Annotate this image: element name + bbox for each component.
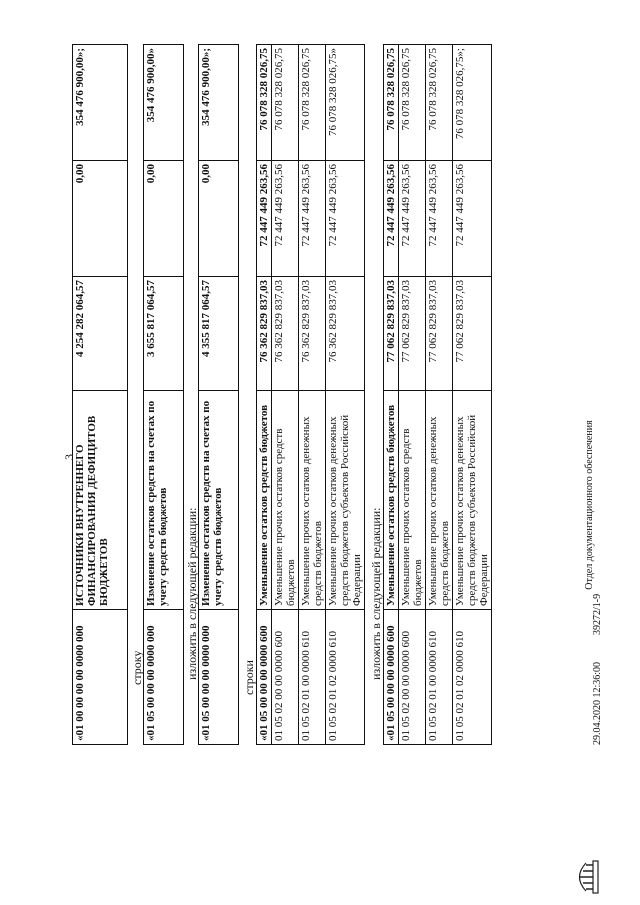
row-code: «01 00 00 00 00 0000 000 xyxy=(73,610,128,745)
table-row xyxy=(272,45,299,745)
row-name: Уменьшение прочих остатков денежных средств бюджетов субъектов Российской Федерации xyxy=(326,391,365,610)
row-code: 01 05 02 01 02 0000 610 xyxy=(453,610,492,745)
row-value-3: 354 476 900,00» xyxy=(144,45,184,161)
row-value-2: 72 447 449 263,56 xyxy=(272,161,299,277)
row-value-2: 72 447 449 263,56 xyxy=(299,161,326,277)
table-row xyxy=(257,45,272,745)
row-value-2: 72 447 449 263,56 xyxy=(384,161,399,277)
row-name: Уменьшение прочих остатков денежных средств бюджетов xyxy=(426,391,453,610)
row-value-3: 76 078 328 026,75 xyxy=(384,45,399,161)
label-izlozhit-2: изложить в следующей редакции: xyxy=(369,507,383,680)
row-code: 01 05 02 00 00 0000 600 xyxy=(272,610,299,745)
row-value-1: 77 062 829 837,03 xyxy=(426,277,453,391)
row-name: Изменение остатков средств на счетах по учету средств бюджетов xyxy=(144,391,184,610)
row-value-3: 76 078 328 026,75» xyxy=(326,45,365,161)
row-value-3: 76 078 328 026,75»; xyxy=(453,45,492,161)
table-row xyxy=(144,45,184,745)
row-value-1: 77 062 829 837,03 xyxy=(453,277,492,391)
row-value-3: 76 078 328 026,75 xyxy=(426,45,453,161)
table-row xyxy=(399,45,426,745)
row-code: 01 05 02 01 00 0000 610 xyxy=(426,610,453,745)
row-value-2: 72 447 449 263,56 xyxy=(399,161,426,277)
emblem-icon xyxy=(575,857,601,897)
table-sources-total xyxy=(72,44,128,745)
label-stroki: строки xyxy=(242,660,256,695)
row-code: 01 05 02 00 00 0000 600 xyxy=(399,610,426,745)
row-name: Уменьшение остатков средств бюджетов xyxy=(384,391,399,610)
page-number: 3 xyxy=(62,454,76,460)
table-row xyxy=(384,45,399,745)
row-value-2: 72 447 449 263,56 xyxy=(426,161,453,277)
table-row xyxy=(426,45,453,745)
row-value-2: 72 447 449 263,56 xyxy=(257,161,272,277)
row-value-2: 0,00 xyxy=(199,161,239,277)
row-value-3: 76 078 328 026,75 xyxy=(299,45,326,161)
row-name: Уменьшение прочих остатков денежных средств бюджетов xyxy=(299,391,326,610)
footer-timestamp: 29.04.2020 12:36:00 xyxy=(592,661,603,745)
row-name: Уменьшение остатков средств бюджетов xyxy=(257,391,272,610)
table-row xyxy=(326,45,365,745)
footer-department: Отдел документационного обеспечения xyxy=(584,420,595,590)
row-value-3: 354 476 900,00»; xyxy=(73,45,128,161)
row-value-2: 0,00 xyxy=(73,161,128,277)
table-row xyxy=(299,45,326,745)
label-stroku: строку xyxy=(130,650,144,685)
footer-doc-id: 39272/1-9 xyxy=(592,593,603,635)
row-code: «01 05 00 00 00 0000 600 xyxy=(257,610,272,745)
label-izlozhit-1: изложить в следующей редакции: xyxy=(185,507,199,680)
row-value-3: 76 078 328 026,75 xyxy=(257,45,272,161)
row-value-3: 76 078 328 026,75 xyxy=(399,45,426,161)
row-value-1: 77 062 829 837,03 xyxy=(399,277,426,391)
row-value-3: 76 078 328 026,75 xyxy=(272,45,299,161)
table-row xyxy=(199,45,239,745)
row-value-3: 354 476 900,00»; xyxy=(199,45,239,161)
table-new-rows xyxy=(383,44,492,745)
row-value-1: 76 362 829 837,03 xyxy=(257,277,272,391)
row-value-1: 4 254 282 064,57 xyxy=(73,277,128,391)
row-code: «01 05 00 00 00 0000 000 xyxy=(144,610,184,745)
row-code: «01 05 00 00 00 0000 000 xyxy=(199,610,239,745)
row-value-1: 76 362 829 837,03 xyxy=(272,277,299,391)
row-code: 01 05 02 01 02 0000 610 xyxy=(326,610,365,745)
row-value-2: 0,00 xyxy=(144,161,184,277)
row-value-1: 4 355 817 064,57 xyxy=(199,277,239,391)
table-row xyxy=(73,45,128,745)
row-name: Уменьшение прочих остатков денежных средств бюджетов субъектов Российской Федерации xyxy=(453,391,492,610)
table-old-row xyxy=(143,44,184,745)
row-value-1: 76 362 829 837,03 xyxy=(299,277,326,391)
row-name: Изменение остатков средств на счетах по учету средств бюджетов xyxy=(199,391,239,610)
row-name: Уменьшение прочих остатков средств бюджетов xyxy=(399,391,426,610)
row-code: «01 05 00 00 00 0000 600 xyxy=(384,610,399,745)
row-value-2: 72 447 449 263,56 xyxy=(453,161,492,277)
table-old-rows xyxy=(256,44,365,745)
row-value-1: 77 062 829 837,03 xyxy=(384,277,399,391)
table-new-row xyxy=(198,44,239,745)
row-code: 01 05 02 01 00 0000 610 xyxy=(299,610,326,745)
row-value-1: 76 362 829 837,03 xyxy=(326,277,365,391)
row-value-2: 72 447 449 263,56 xyxy=(326,161,365,277)
row-name: ИСТОЧНИКИ ВНУТРЕННЕГО ФИНАНСИРОВАНИЯ ДЕФИЦИТОВ БЮДЖЕТОВ xyxy=(73,391,128,610)
table-row xyxy=(453,45,492,745)
row-name: Уменьшение прочих остатков средств бюджетов xyxy=(272,391,299,610)
row-value-1: 3 655 817 064,57 xyxy=(144,277,184,391)
